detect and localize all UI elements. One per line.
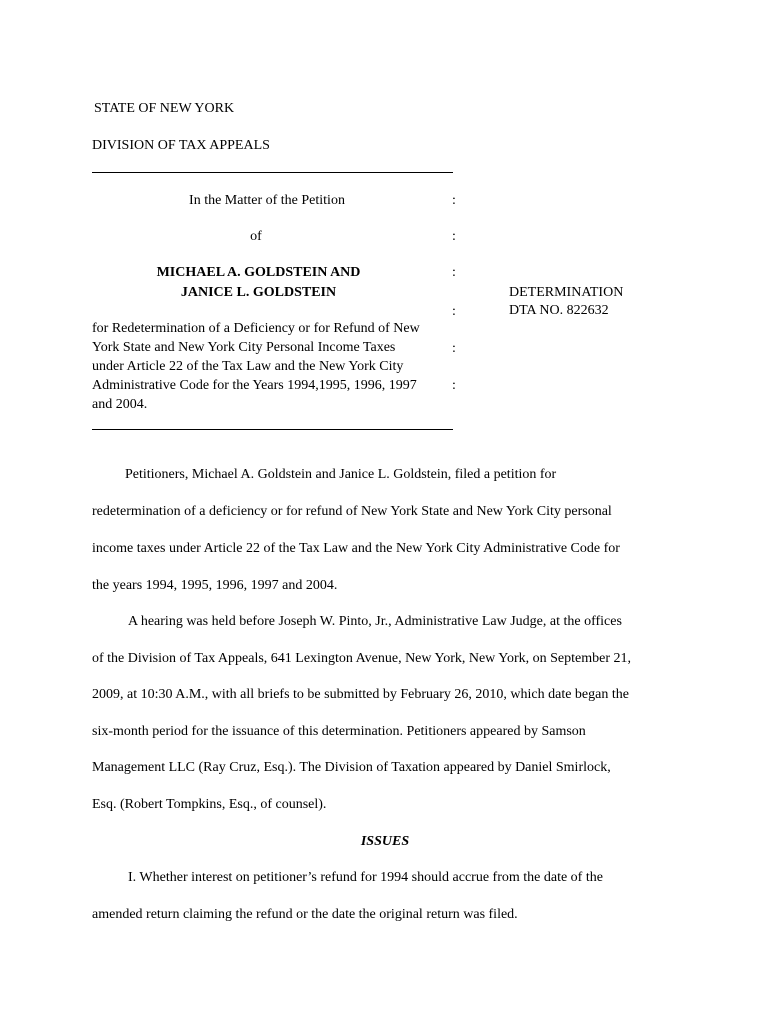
state-heading: STATE OF NEW YORK xyxy=(94,101,235,116)
petitioner-name-line-1: MICHAEL A. GOLDSTEIN AND xyxy=(156,265,361,280)
paragraph-line: the years 1994, 1995, 1996, 1997 and 2004. xyxy=(92,578,338,593)
paragraph-line: six-month period for the issuance of this determination. Petitioners appeared by Samson xyxy=(92,724,586,739)
caption-colon: : xyxy=(452,229,456,244)
issue-line: I. Whether interest on petitioner’s refund for 1994 should accrue from the date of the xyxy=(128,870,603,885)
paragraph-line: Petitioners, Michael A. Goldstein and Janice L. Goldstein, filed a petition for xyxy=(125,467,557,482)
caption-colon: : xyxy=(452,378,456,393)
purpose-line: York State and New York City Personal Income Taxes xyxy=(92,340,396,355)
petitioner-name-line-2: JANICE L. GOLDSTEIN xyxy=(180,285,337,300)
paragraph-line: of the Division of Tax Appeals, 641 Lexington Avenue, New York, New York, on September 21, xyxy=(92,651,632,666)
issues-heading: ISSUES xyxy=(360,834,410,849)
dta-number: DTA NO. 822632 xyxy=(509,303,609,318)
issue-line: amended return claiming the refund or the date the original return was filed. xyxy=(92,907,518,922)
purpose-line: for Redetermination of a Deficiency or for Refund of New xyxy=(92,321,420,336)
matter-line: In the Matter of the Petition xyxy=(189,193,345,208)
of-line: of xyxy=(250,229,262,244)
caption-top-rule xyxy=(92,172,453,173)
caption-colon: : xyxy=(452,193,456,208)
purpose-line: Administrative Code for the Years 1994,1995, 1996, 1997 xyxy=(92,378,417,393)
caption-colon: : xyxy=(452,304,456,319)
paragraph-line: Management LLC (Ray Cruz, Esq.). The Division of Taxation appeared by Daniel Smirlock, xyxy=(92,760,611,775)
caption-colon: : xyxy=(452,265,456,280)
paragraph-line: 2009, at 10:30 A.M., with all briefs to be submitted by February 26, 2010, which date began the xyxy=(92,687,629,702)
determination-label: DETERMINATION xyxy=(509,285,624,300)
division-heading: DIVISION OF TAX APPEALS xyxy=(92,138,270,153)
caption-colon: : xyxy=(452,341,456,356)
paragraph-line: income taxes under Article 22 of the Tax Law and the New York City Administrative Code for xyxy=(92,541,620,556)
caption-bottom-rule xyxy=(92,429,453,430)
paragraph-line: redetermination of a deficiency or for refund of New York State and New York City personal xyxy=(92,504,612,519)
paragraph-line: A hearing was held before Joseph W. Pinto, Jr., Administrative Law Judge, at the offices xyxy=(128,614,622,629)
paragraph-line: Esq. (Robert Tompkins, Esq., of counsel). xyxy=(92,797,327,812)
purpose-line: and 2004. xyxy=(92,397,148,412)
purpose-line: under Article 22 of the Tax Law and the New York City xyxy=(92,359,404,374)
